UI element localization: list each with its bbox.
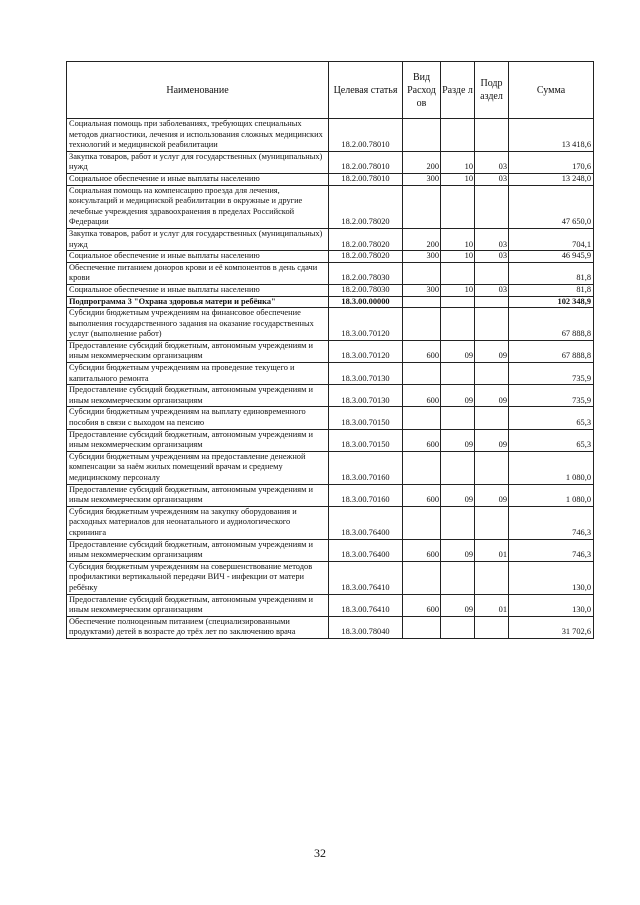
row-expense-type-cell: 200 bbox=[403, 151, 441, 173]
row-subsection-cell bbox=[475, 185, 509, 228]
row-name-cell: Обеспечение полноценным питанием (специализированными продуктами) детей в возрасте до трёх лет по заключению врача bbox=[67, 616, 329, 638]
table-row bbox=[67, 539, 594, 561]
row-sum-cell: 13 418,6 bbox=[509, 119, 594, 152]
header-target-article: Целевая статья bbox=[329, 62, 403, 119]
table-row bbox=[67, 296, 594, 308]
row-expense-type-cell: 600 bbox=[403, 385, 441, 407]
row-expense-type-cell: 600 bbox=[403, 539, 441, 561]
row-expense-type-cell: 600 bbox=[403, 429, 441, 451]
row-section-cell: 10 bbox=[441, 228, 475, 250]
row-expense-type-cell bbox=[403, 451, 441, 484]
row-expense-type-cell bbox=[403, 185, 441, 228]
row-target-article-cell: 18.2.00.78020 bbox=[329, 251, 403, 263]
row-expense-type-cell: 600 bbox=[403, 484, 441, 506]
row-target-article-cell: 18.3.00.00000 bbox=[329, 296, 403, 308]
row-name-cell: Предоставление субсидий бюджетным, автономным учреждениям и иным некоммерческим организациям bbox=[67, 539, 329, 561]
header-sum: Сумма bbox=[509, 62, 594, 119]
row-sum-cell: 735,9 bbox=[509, 385, 594, 407]
row-expense-type-cell: 600 bbox=[403, 340, 441, 362]
row-expense-type-cell bbox=[403, 262, 441, 284]
row-section-cell: 09 bbox=[441, 484, 475, 506]
row-subsection-cell: 03 bbox=[475, 284, 509, 296]
row-sum-cell: 13 248,0 bbox=[509, 173, 594, 185]
table-row bbox=[67, 594, 594, 616]
row-sum-cell: 130,0 bbox=[509, 594, 594, 616]
row-expense-type-cell bbox=[403, 616, 441, 638]
row-subsection-cell: 09 bbox=[475, 385, 509, 407]
row-target-article-cell: 18.3.00.70130 bbox=[329, 385, 403, 407]
row-expense-type-cell: 300 bbox=[403, 284, 441, 296]
row-section-cell: 09 bbox=[441, 429, 475, 451]
row-sum-cell: 65,3 bbox=[509, 407, 594, 429]
row-name-cell: Субсидии бюджетным учреждениям на предоставление денежной компенсации за наём жилых помещений врачам и среднему медицинскому персоналу bbox=[67, 451, 329, 484]
row-sum-cell: 67 888,8 bbox=[509, 340, 594, 362]
row-name-cell: Субсидии бюджетным учреждениям на проведение текущего и капитального ремонта bbox=[67, 363, 329, 385]
table-row bbox=[67, 616, 594, 638]
row-target-article-cell: 18.3.00.70160 bbox=[329, 451, 403, 484]
row-expense-type-cell bbox=[403, 561, 441, 594]
row-subsection-cell: 09 bbox=[475, 340, 509, 362]
row-section-cell bbox=[441, 506, 475, 539]
header-name: Наименование bbox=[67, 62, 329, 119]
row-sum-cell: 102 348,9 bbox=[509, 296, 594, 308]
table-row bbox=[67, 251, 594, 263]
row-subsection-cell: 01 bbox=[475, 594, 509, 616]
row-target-article-cell: 18.2.00.78030 bbox=[329, 284, 403, 296]
row-subsection-cell bbox=[475, 363, 509, 385]
row-target-article-cell: 18.3.00.70130 bbox=[329, 363, 403, 385]
row-subsection-cell bbox=[475, 561, 509, 594]
row-section-cell bbox=[441, 185, 475, 228]
row-target-article-cell: 18.2.00.78030 bbox=[329, 262, 403, 284]
row-sum-cell: 81,8 bbox=[509, 284, 594, 296]
row-sum-cell: 47 650,0 bbox=[509, 185, 594, 228]
table-row bbox=[67, 340, 594, 362]
table-row bbox=[67, 262, 594, 284]
row-target-article-cell: 18.3.00.76400 bbox=[329, 539, 403, 561]
row-subsection-cell bbox=[475, 296, 509, 308]
header-subsection: Подр аздел bbox=[475, 62, 509, 119]
row-expense-type-cell: 300 bbox=[403, 173, 441, 185]
row-section-cell bbox=[441, 407, 475, 429]
row-sum-cell: 746,3 bbox=[509, 506, 594, 539]
row-sum-cell: 704,1 bbox=[509, 228, 594, 250]
row-section-cell: 10 bbox=[441, 251, 475, 263]
row-subsection-cell: 03 bbox=[475, 228, 509, 250]
row-name-cell: Предоставление субсидий бюджетным, автономным учреждениям и иным некоммерческим организациям bbox=[67, 385, 329, 407]
table-row bbox=[67, 506, 594, 539]
row-expense-type-cell bbox=[403, 119, 441, 152]
table-row bbox=[67, 119, 594, 152]
row-expense-type-cell bbox=[403, 296, 441, 308]
row-section-cell: 10 bbox=[441, 284, 475, 296]
table-row bbox=[67, 385, 594, 407]
row-target-article-cell: 18.2.00.78010 bbox=[329, 151, 403, 173]
row-target-article-cell: 18.3.00.78040 bbox=[329, 616, 403, 638]
row-name-cell: Субсидии бюджетным учреждениям на выплату единовременного пособия в связи с выходом на пенсию bbox=[67, 407, 329, 429]
row-section-cell bbox=[441, 616, 475, 638]
row-section-cell: 10 bbox=[441, 151, 475, 173]
row-expense-type-cell bbox=[403, 363, 441, 385]
row-expense-type-cell: 300 bbox=[403, 251, 441, 263]
row-name-cell: Субсидии бюджетным учреждениям на финансовое обеспечение выполнения государственного задания на оказание государственных услуг (выполнение работ) bbox=[67, 308, 329, 341]
row-name-cell: Предоставление субсидий бюджетным, автономным учреждениям и иным некоммерческим организациям bbox=[67, 340, 329, 362]
row-target-article-cell: 18.3.00.70150 bbox=[329, 407, 403, 429]
row-section-cell bbox=[441, 296, 475, 308]
row-subsection-cell: 01 bbox=[475, 539, 509, 561]
row-section-cell bbox=[441, 119, 475, 152]
row-subsection-cell bbox=[475, 308, 509, 341]
row-section-cell bbox=[441, 363, 475, 385]
table-row bbox=[67, 151, 594, 173]
row-section-cell bbox=[441, 561, 475, 594]
row-sum-cell: 1 080,0 bbox=[509, 484, 594, 506]
table-row bbox=[67, 228, 594, 250]
row-expense-type-cell: 600 bbox=[403, 594, 441, 616]
row-expense-type-cell bbox=[403, 308, 441, 341]
row-target-article-cell: 18.3.00.70120 bbox=[329, 340, 403, 362]
table-row bbox=[67, 561, 594, 594]
row-expense-type-cell bbox=[403, 407, 441, 429]
table-row bbox=[67, 363, 594, 385]
row-expense-type-cell: 200 bbox=[403, 228, 441, 250]
row-name-cell: Субсидия бюджетным учреждениям на совершенствование методов профилактики вертикальной передачи ВИЧ - инфекции от матери ребёнку bbox=[67, 561, 329, 594]
row-target-article-cell: 18.2.00.78020 bbox=[329, 228, 403, 250]
row-section-cell: 10 bbox=[441, 173, 475, 185]
row-target-article-cell: 18.3.00.70160 bbox=[329, 484, 403, 506]
table-row bbox=[67, 185, 594, 228]
row-subsection-cell: 09 bbox=[475, 484, 509, 506]
row-name-cell: Закупка товаров, работ и услуг для государственных (муниципальных) нужд bbox=[67, 228, 329, 250]
row-name-cell: Социальное обеспечение и иные выплаты населению bbox=[67, 173, 329, 185]
row-target-article-cell: 18.3.00.70120 bbox=[329, 308, 403, 341]
header-section: Разде л bbox=[441, 62, 475, 119]
row-target-article-cell: 18.2.00.78010 bbox=[329, 119, 403, 152]
row-name-cell: Социальное обеспечение и иные выплаты населению bbox=[67, 284, 329, 296]
row-target-article-cell: 18.2.00.78010 bbox=[329, 173, 403, 185]
row-name-cell: Обеспечение питанием доноров крови и её компонентов в день сдачи крови bbox=[67, 262, 329, 284]
row-name-cell: Предоставление субсидий бюджетным, автономным учреждениям и иным некоммерческим организациям bbox=[67, 594, 329, 616]
row-name-cell: Закупка товаров, работ и услуг для государственных (муниципальных) нужд bbox=[67, 151, 329, 173]
row-subsection-cell bbox=[475, 616, 509, 638]
row-section-cell bbox=[441, 451, 475, 484]
table-row bbox=[67, 308, 594, 341]
row-section-cell: 09 bbox=[441, 340, 475, 362]
table-row bbox=[67, 173, 594, 185]
row-section-cell bbox=[441, 262, 475, 284]
row-sum-cell: 67 888,8 bbox=[509, 308, 594, 341]
row-section-cell: 09 bbox=[441, 385, 475, 407]
row-sum-cell: 65,3 bbox=[509, 429, 594, 451]
row-target-article-cell: 18.2.00.78020 bbox=[329, 185, 403, 228]
row-target-article-cell: 18.3.00.76410 bbox=[329, 561, 403, 594]
row-subsection-cell: 03 bbox=[475, 251, 509, 263]
row-name-cell: Подпрограмма 3 "Охрана здоровья матери и ребёнка" bbox=[67, 296, 329, 308]
table-row bbox=[67, 429, 594, 451]
row-target-article-cell: 18.3.00.76410 bbox=[329, 594, 403, 616]
row-sum-cell: 130,0 bbox=[509, 561, 594, 594]
row-sum-cell: 1 080,0 bbox=[509, 451, 594, 484]
header-expense-type: Вид Расход ов bbox=[403, 62, 441, 119]
row-subsection-cell: 03 bbox=[475, 151, 509, 173]
row-sum-cell: 746,3 bbox=[509, 539, 594, 561]
row-sum-cell: 170,6 bbox=[509, 151, 594, 173]
row-section-cell: 09 bbox=[441, 539, 475, 561]
row-subsection-cell: 09 bbox=[475, 429, 509, 451]
row-sum-cell: 81,8 bbox=[509, 262, 594, 284]
row-target-article-cell: 18.3.00.70150 bbox=[329, 429, 403, 451]
row-name-cell: Социальная помощь при заболеваниях, требующих специальных методов диагностики, лечения и использования сложных медицинских технологий и медицинской реабилитации bbox=[67, 119, 329, 152]
row-name-cell: Предоставление субсидий бюджетным, автономным учреждениям и иным некоммерческим организациям bbox=[67, 429, 329, 451]
row-subsection-cell bbox=[475, 119, 509, 152]
budget-table bbox=[66, 61, 594, 639]
row-sum-cell: 735,9 bbox=[509, 363, 594, 385]
row-subsection-cell: 03 bbox=[475, 173, 509, 185]
row-subsection-cell bbox=[475, 451, 509, 484]
row-name-cell: Социальная помощь на компенсацию проезда для лечения, консультаций и медицинской реабилитации в окружные и другие лечебные учреждения здравоохранения в пределах Российской Федерации bbox=[67, 185, 329, 228]
row-section-cell: 09 bbox=[441, 594, 475, 616]
row-name-cell: Предоставление субсидий бюджетным, автономным учреждениям и иным некоммерческим организациям bbox=[67, 484, 329, 506]
row-target-article-cell: 18.3.00.76400 bbox=[329, 506, 403, 539]
row-sum-cell: 31 702,6 bbox=[509, 616, 594, 638]
table-row bbox=[67, 451, 594, 484]
row-sum-cell: 46 945,9 bbox=[509, 251, 594, 263]
row-section-cell bbox=[441, 308, 475, 341]
row-expense-type-cell bbox=[403, 506, 441, 539]
table-row bbox=[67, 407, 594, 429]
row-subsection-cell bbox=[475, 262, 509, 284]
row-subsection-cell bbox=[475, 407, 509, 429]
row-name-cell: Социальное обеспечение и иные выплаты населению bbox=[67, 251, 329, 263]
row-subsection-cell bbox=[475, 506, 509, 539]
table-row bbox=[67, 484, 594, 506]
page-number: 32 bbox=[314, 846, 326, 860]
header-row bbox=[67, 62, 594, 119]
table-row bbox=[67, 284, 594, 296]
row-name-cell: Субсидия бюджетным учреждениям на закупку оборудования и расходных материалов для неонатального и аудиологического скрининга bbox=[67, 506, 329, 539]
